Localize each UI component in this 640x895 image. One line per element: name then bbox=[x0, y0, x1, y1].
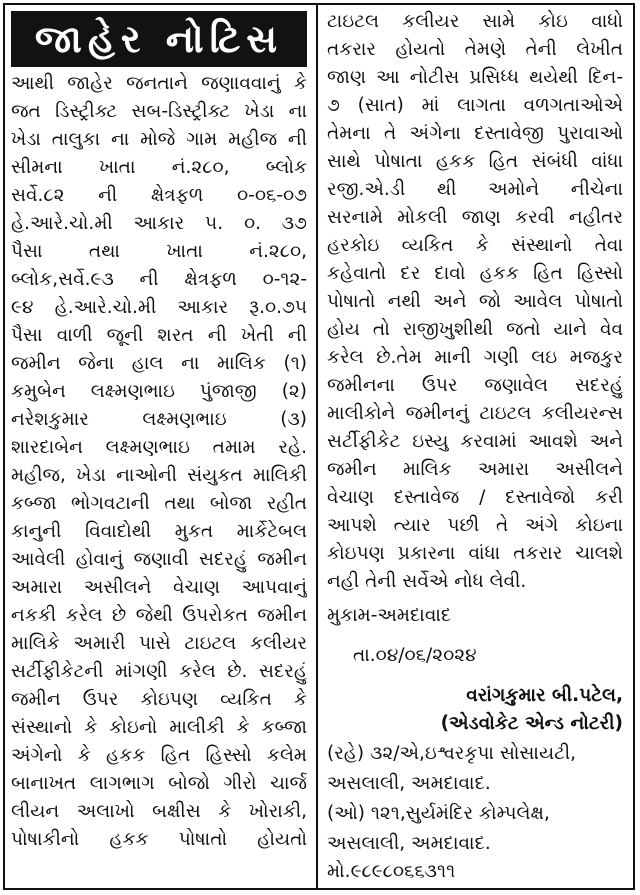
body-line: નરેશકુમાર લક્ષ્મણભાઇ (૩) bbox=[11, 409, 307, 430]
body-line: ટાઇટલ કલીયર સામે કોઇ વાધો bbox=[327, 11, 623, 32]
body-line: કહેવાતો દર દાવો હકક હિત હિસ્સો bbox=[327, 263, 623, 284]
body-line: જમીનના ઉપર જણાવેલ સદરહું bbox=[327, 375, 623, 396]
body-line: અમારા અસીલને વેચાણ આપવાનું bbox=[11, 577, 307, 598]
body-line: જમીન જેના હાલ ના માલિક (૧) bbox=[11, 353, 307, 374]
body-line: માલિકે અમારી પાસે ટાઇટલ કલીયર bbox=[11, 633, 307, 654]
body-line: સંસ્થાનો કે કોઇનો માલીકી કે કબ્જા bbox=[11, 717, 307, 738]
body-line: કમુબેન લક્ષ્મણભાઇ પુંજાજી (૨) bbox=[11, 381, 307, 402]
body-line: ખેડા તાલુકા ના મોજે ગામ મહીજ ની bbox=[11, 129, 307, 150]
column-divider bbox=[316, 5, 318, 888]
right-column bbox=[321, 5, 629, 888]
body-line: તકરાર હોયતો તેમણે તેની લેખીત bbox=[327, 39, 623, 60]
body-line: પોષાકીનો હકક પોષાતો હોયતો bbox=[11, 829, 307, 850]
body-line: જાણ આ નોટીસ પ્રસિધ્ધ થયેથી દિન- bbox=[327, 67, 623, 88]
body-line: વેચાણ દસ્તાવેજ / દસ્તાવેજો કરી bbox=[327, 487, 623, 508]
body-line: હે.આરે.ચો.મી આકાર ૫. ૦. ૩૭ bbox=[11, 213, 307, 234]
address-line: અસલાલી, અમદાવાદ. bbox=[327, 773, 491, 794]
address-line: (રહે) ૩૨/એ,ઇશ્વરકૃપા સોસાયટી, bbox=[327, 743, 577, 764]
body-line: સરનામે મોકલી જાણ કરવી નહીતર bbox=[327, 207, 623, 228]
body-line: પોષાતો નથી અને જો આવેલ પોષાતો bbox=[327, 291, 623, 312]
place-line: મુકામ-અમદાવાદ bbox=[327, 605, 452, 626]
body-line: નહી તેની સર્વેએ નોધ લેવી. bbox=[327, 571, 527, 592]
body-line: ૯૪ હે.આરે.ચો.મી આકાર રૂ.૦.૭૫ bbox=[11, 297, 307, 318]
body-line: બાનાખત લાગભાગ બોજો ગીરો ચાર્જ bbox=[11, 773, 307, 794]
body-line: હરકોઇ વ્યકિત કે સંસ્થાનો તેવા bbox=[327, 235, 623, 256]
body-line: લીયન અલાખો બક્ષીસ કે ખોરાકી, bbox=[11, 801, 307, 822]
phone-line: મો.૯૮૯૮૦૬૬૩૧૧ bbox=[327, 861, 456, 882]
public-notice bbox=[3, 3, 635, 890]
notice-title: જાહેર નોટિસ bbox=[11, 11, 307, 67]
body-line: સીમના ખાતા નં.૨૮૦, બ્લોક bbox=[11, 157, 307, 178]
body-line: આવેલી હોવાનું જણાવી સદરહું જમીન bbox=[11, 549, 307, 570]
body-line: શારદાબેન લક્ષ્મણભાઇ તમામ રહે. bbox=[11, 437, 307, 458]
body-line: રજી.એ.ડી થી અમોને નીચેના bbox=[327, 179, 623, 200]
body-line: આપશે ત્યાર પછી તે અંગે કોઇના bbox=[327, 515, 623, 536]
body-line: સર્ટીફીકેટની માંગણી કરેલ છે. સદરહું bbox=[11, 661, 307, 682]
body-line: જત ડિસ્ટ્રીક્ટ સબ-ડિસ્ટ્રીક્ટ ખેડા ના bbox=[11, 101, 307, 122]
body-line: હોય તો રાજીખુશીથી જતો યાને વેવ bbox=[327, 319, 623, 340]
body-line: સર્ટીફીકેટ ઇસ્યુ કરવામાં આવશે અને bbox=[327, 431, 623, 452]
body-line: પૈસા તથા ખાતા નં.૨૮૦, bbox=[11, 241, 307, 262]
body-line: મહીજ, ખેડા નાઓની સંયુકત માલિકી bbox=[11, 465, 307, 486]
body-line: બ્લોક,સર્વે.૯૩ ની ક્ષેત્રફળ ૦-૧૨- bbox=[11, 269, 307, 290]
address-line: (ઓ) ૧૨૧,સુર્યમંદિર કોમ્પલેક્ષ, bbox=[327, 803, 550, 824]
body-line: કાનુની વિવાદોથી મુકત માર્કેટેબલ bbox=[11, 521, 307, 542]
body-line: સર્વે.૮૨ ની ક્ષેત્રફળ ૦-૦૬-૦૭ bbox=[11, 185, 307, 206]
address-line: અસલાલી, અમદાવાદ. bbox=[327, 833, 491, 854]
body-line: કબ્જા ભોગવટાની તથા બોજા રહીત bbox=[11, 493, 307, 514]
body-line: જમીન ઉપર કોઇપણ વ્યકિત કે bbox=[11, 689, 307, 710]
body-line: તેમના તે અંગેના દસ્તાવેજી પુરાવાઓ bbox=[327, 123, 623, 144]
left-column bbox=[5, 5, 313, 888]
body-line: કરેલ છે.તેમ માની ગણી લઇ મજકુર bbox=[327, 347, 623, 368]
body-line: અંગેનો કે હકક હિત હિસ્સો કલેમ bbox=[11, 745, 307, 766]
body-line: માલીકોને જમીનનું ટાઇટલ કલીયરન્સ bbox=[327, 403, 623, 424]
signatory-role: (એડવોકેટ એન્ડ નોટરી) bbox=[440, 713, 623, 734]
body-line: આથી જાહેર જનતાને જણાવવાનું કે bbox=[11, 73, 307, 94]
body-line: જમીન માલિક અમારા અસીલને bbox=[327, 459, 623, 480]
body-line: નકકી કરેલ છે જેથી ઉપરોકત જમીન bbox=[11, 605, 307, 626]
date-line: તા.૦૪/૦૬/૨૦૨૪ bbox=[353, 645, 477, 666]
body-line: કોઇપણ પ્રકારના વાંધા તકરાર ચાલશે bbox=[327, 543, 623, 564]
body-line: પૈસા વાળી જૂની શરત ની ખેતી ની bbox=[11, 325, 307, 346]
body-line: ૭ (સાત) માં લાગતા વળગતાઓએ bbox=[327, 95, 623, 116]
signatory-name: વરાંગકુમાર બી.પટેલ, bbox=[466, 685, 623, 706]
body-line: સાથે પોષાતા હકક હિત સંબંધી વાંધા bbox=[327, 151, 623, 172]
